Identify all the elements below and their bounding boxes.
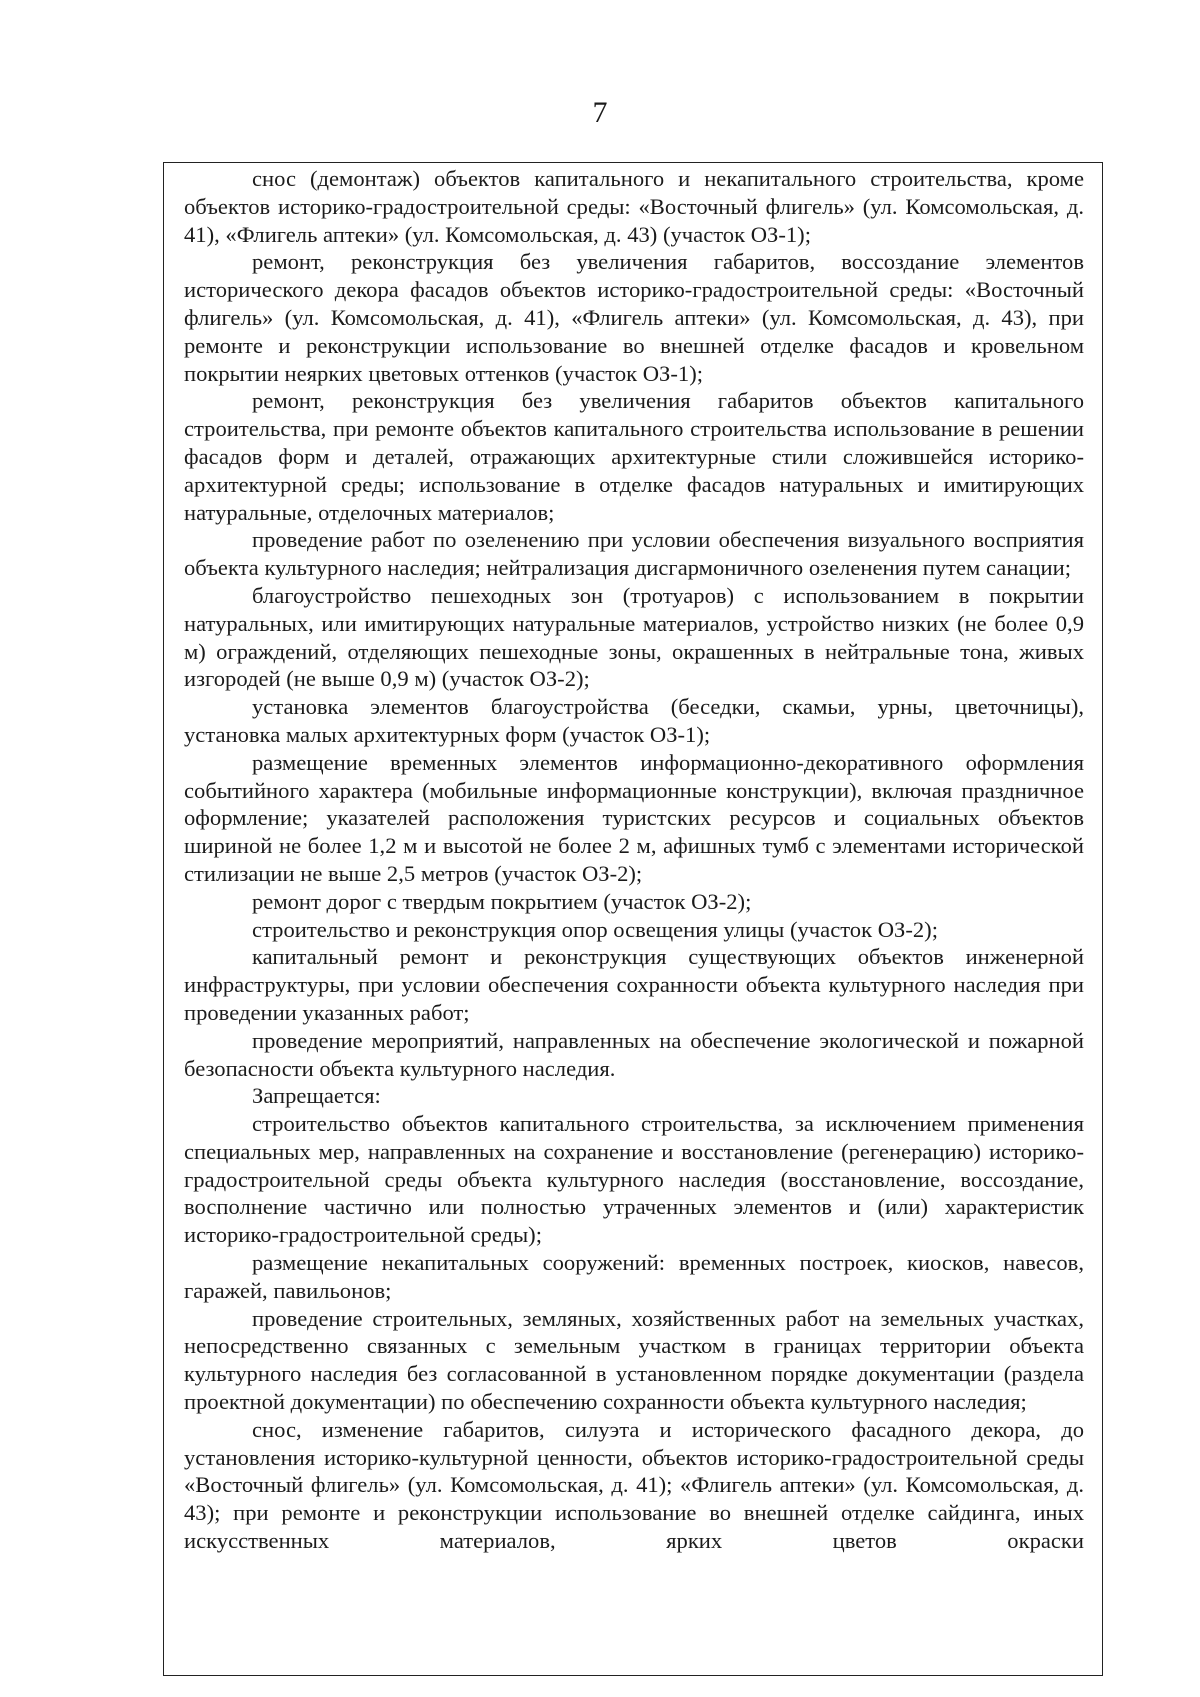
page-number: 7: [592, 96, 608, 129]
paragraph-7: размещение временных элементов информационно-декоративного оформления событийного характера (мобильные информационные конструкции), включая праздничное оформление; указателей расположения туристских ресурсов и социальных объектов шириной не более 1,2 м и высотой не более 2 м, афишных тумб с элементами исторической стилизации не выше 2,5 метров (участок ОЗ-2);: [184, 749, 1084, 886]
paragraph-13: строительство объектов капитального строительства, за исключением применения специальных мер, направленных на сохранение и восстановление (регенерацию) историко-градостроительной среды объекта культурного наследия (восстановление, воссоздание, восполнение частично или полностью утраченных элементов и (или) характеристик историко-градостроительной среды);: [184, 1111, 1084, 1248]
paragraph-11: проведение мероприятий, направленных на обеспечение экологической и пожарной безопасности объекта культурного наследия.: [184, 1027, 1084, 1081]
paragraph-5: благоустройство пешеходных зон (тротуаров) с использованием в покрытии натуральных, или имитирующих натуральные материалов, устройство низких (не более 0,9 м) ограждений, отделяющих пешеходные зоны, окрашенных в нейтральные тона, живых изгородей (не выше 0,9 м) (участок ОЗ-2);: [184, 582, 1084, 692]
paragraph-6: установка элементов благоустройства (беседки, скамьи, урны, цветочницы), установка малых архитектурных форм (участок ОЗ-1);: [184, 694, 1084, 747]
paragraph-16: снос, изменение габаритов, силуэта и исторического фасадного декора, до установления историко-культурной ценности, объектов историко-градостроительной среды «Восточный флигель» (ул. Комсомольская, д. 41); «Флигель аптеки» (ул. Комсомольская, д. 43); при ремонте и реконструкции использование во внешней отделке сайдинга, иных искусственных материалов, ярких цветов окраски: [184, 1416, 1084, 1554]
paragraph-8: ремонт дорог с твердым покрытием (участок ОЗ-2);: [252, 888, 752, 914]
document-body: [184, 165, 1084, 1555]
section-heading-prohibited: Запрещается:: [252, 1083, 381, 1109]
paragraph-15: проведение строительных, земляных, хозяйственных работ на земельных участках, непосредственно связанных с земельным участком в границах территории объекта культурного наследия без согласованной в установленном порядке документации (раздела проектной документации) по обеспечению сохранности объекта культурного наследия;: [184, 1305, 1084, 1415]
paragraph-4: проведение работ по озеленению при условии обеспечения визуального восприятия объекта культурного наследия; нейтрализация дисгармоничного озеленения путем санации;: [184, 527, 1084, 581]
paragraph-9: строительство и реконструкция опор освещения улицы (участок ОЗ-2);: [252, 916, 938, 942]
paragraph-14: размещение некапитальных сооружений: временных построек, киосков, навесов, гаражей, павильонов;: [184, 1250, 1084, 1303]
document-frame: [163, 162, 1103, 1676]
paragraph-10: капитальный ремонт и реконструкция существующих объектов инженерной инфраструктуры, при условии обеспечения сохранности объекта культурного наследия при проведении указанных работ;: [184, 944, 1084, 1025]
paragraph-3: ремонт, реконструкция без увеличения габаритов объектов капитального строительства, при ремонте объектов капитального строительства использование в решении фасадов форм и деталей, отражающих архитектурные стили сложившейся историко-архитектурной среды; использование в отделке фасадов натуральных и имитирующих натуральные, отделочных материалов;: [184, 388, 1084, 525]
paragraph-1: снос (демонтаж) объектов капитального и некапитального строительства, кроме объектов историко-градостроительной среды: «Восточный флигель» (ул. Комсомольская, д. 41), «Флигель аптеки» (ул. Комсомольская, д. 43) (участок ОЗ-1);: [184, 166, 1084, 247]
paragraph-2: ремонт, реконструкция без увеличения габаритов, воссоздание элементов исторического декора фасадов объектов историко-градостроительной среды: «Восточный флигель» (ул. Комсомольская, д. 41), «Флигель аптеки» (ул. Комсомольская, д. 43), при ремонте и реконструкции использование во внешней отделке фасадов и кровельном покрытии неярких цветовых оттенков (участок ОЗ-1);: [184, 249, 1084, 386]
